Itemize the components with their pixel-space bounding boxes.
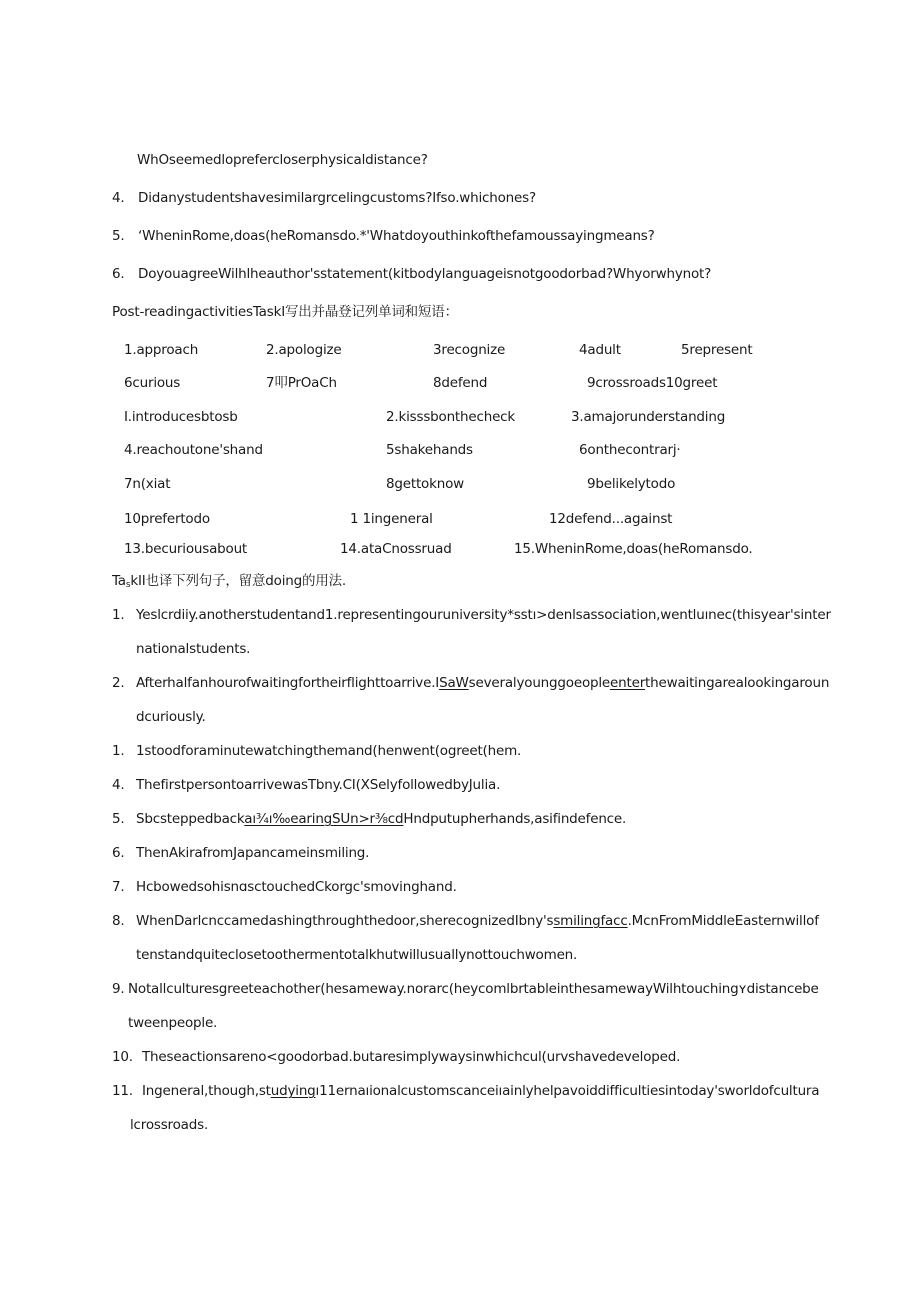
word-item: 1.approach xyxy=(124,342,199,358)
question-number: 5. xyxy=(112,228,125,244)
question-number: 6. xyxy=(112,266,125,282)
phrase-item: 7n(xiat xyxy=(124,476,171,492)
phrase-item: 5shakehands xyxy=(386,442,473,458)
word-item: 3recognize xyxy=(433,342,506,358)
sentence-number: 5. xyxy=(112,811,125,827)
sentence-4-text: ThefirstpersontoarrivewasTbny.CI(XSelyfollowedbyJulia. xyxy=(136,777,501,793)
sentence-11-line-1 xyxy=(142,1082,819,1100)
sentence-5-part-c: Hndputupherhands,asifindefence. xyxy=(403,811,627,827)
sentence-number: 11. xyxy=(112,1083,133,1099)
word-item: 8defend xyxy=(433,375,488,391)
word-item: 5represent xyxy=(681,342,753,358)
sentence-number: 2. xyxy=(112,675,125,691)
sentence-2-part-e: thewaitingarealookingaroun xyxy=(645,675,830,691)
word-item: 2.apologize xyxy=(266,342,342,358)
task-2-heading-a: Ta xyxy=(112,573,126,589)
sentence-8-part-c: .McnFromMiddleEasternwillof xyxy=(627,913,819,929)
word-item: 4adult xyxy=(579,342,621,358)
question-6-text: DoyouagreeWilhlheauthor'sstatement(kitbodylanguageisnotgoodorbad?Whyorwhynot? xyxy=(138,266,712,282)
sentence-11-line-2: lcrossroads. xyxy=(130,1117,209,1133)
phrase-item: 8gettoknow xyxy=(386,476,464,492)
sentence-5-underlined: aı¾ı‰earingSUn>r⅜cd xyxy=(244,811,404,827)
sentence-5-part-a: Sbcsteppedback xyxy=(136,811,245,827)
sentence-11-underlined: udying xyxy=(270,1083,316,1099)
sentence-number: 1. xyxy=(112,607,125,623)
phrase-item: 12defend...against xyxy=(549,511,673,527)
question-number: 4. xyxy=(112,190,125,206)
sentence-8-underlined: smilingfacc xyxy=(553,913,628,929)
sentence-2-part-a: Afterhalfanhourofwaitingfortheirflighttoarrive.I xyxy=(136,675,440,691)
sentence-11-part-c: ı​11ernaıionalcustomscanceiıainlyhelpavoiddifficultiesintoday'sworldofcultura xyxy=(315,1083,820,1099)
phrase-item: 2.kisssbonthecheck xyxy=(386,409,516,425)
sentence-8-part-a: WhenDarlcnccamedashingthroughthedoor,sherecognizedIbny's xyxy=(136,913,554,929)
sentence-number: 10. xyxy=(112,1049,133,1065)
sentence-10-text: Theseactionsareno<goodorbad.butaresimplywaysinwhichcul(urvshavedeveloped. xyxy=(142,1049,681,1065)
sentence-number: 9. xyxy=(112,981,125,997)
sentence-9-line-1: Notallculturesgreeteachother(hesameway.norarc(heycomlbrtableinthesamewayWilhtouchingʏdistancebe xyxy=(128,981,819,997)
sentence-number: 8. xyxy=(112,913,125,929)
sentence-number: 1. xyxy=(112,743,125,759)
phrase-item: 6onthecontrarj· xyxy=(579,442,681,458)
sentence-7-text: HcbowedsohisnɑsctouchedCkorgc'smovinghand. xyxy=(136,879,457,895)
phrase-item: 1 1ingeneral xyxy=(350,511,433,527)
phrase-item: 10prefertodo xyxy=(124,511,210,527)
sentence-11-part-a: Ingeneral,though,st xyxy=(142,1083,271,1099)
post-reading-heading: Post-readingactivitiesTaskI写出并晶登记列单词和短语： xyxy=(112,304,458,320)
phrase-item: 14.ataCnossruad xyxy=(340,541,452,557)
sentence-number: 4. xyxy=(112,777,125,793)
question-5-text: ʻWheninRome,doas(heRomansdo.*'Whatdoyouthinkofthefamoussayingmeans? xyxy=(138,228,655,244)
sentence-9-line-2: tweenpeople. xyxy=(128,1015,218,1031)
word-item: 7叩PrOaCh xyxy=(266,375,337,391)
task-2-heading-b: kII也译下列句子，留意doing的用法. xyxy=(130,573,346,589)
sentence-number: 6. xyxy=(112,845,125,861)
sentence-8-line-1 xyxy=(136,912,819,930)
phrase-item: 13.becuriousabout xyxy=(124,541,248,557)
task-2-heading xyxy=(112,572,346,594)
phrase-item: 3.amajorunderstanding xyxy=(571,409,726,425)
word-item: 6curious xyxy=(124,375,181,391)
sentence-3-text: 1stoodforaminutewatchingthemand(henwent(ogreet(hem. xyxy=(136,743,522,759)
phrase-item: 4.reachoutone'shand xyxy=(124,442,263,458)
sentence-5-text xyxy=(136,810,626,828)
sentence-2-underlined-saw: SaW xyxy=(439,675,469,691)
phrase-item: 15.WheninRome,doas(heRomansdo. xyxy=(514,541,753,557)
sentence-1-line-1: Yeslcrdiiy.anotherstudentand1.representingouruniversity*sstı>denlsassociation,wentluınec(thisyear'sinter xyxy=(136,607,831,623)
sentence-6-text: ThenAkirafromJapancameinsmiling. xyxy=(136,845,370,861)
sentence-1-line-2: nationalstudents. xyxy=(136,641,251,657)
sentence-2-part-c: severalyounggoeople xyxy=(468,675,611,691)
sentence-2-line-1 xyxy=(136,674,829,692)
sentence-2-underlined-enter: enter xyxy=(610,675,646,691)
sentence-8-line-2: tenstandquiteclosetoothermentotalkhutwillusuallynottouchwomen. xyxy=(136,947,578,963)
sentence-2-line-2: dcuriously. xyxy=(136,709,206,725)
phrase-item: 9belikelytodo xyxy=(587,476,676,492)
sentence-number: 7. xyxy=(112,879,125,895)
task-2-heading-sub: s xyxy=(125,580,131,590)
question-3-continuation: WhOseemedloprefercloserphysicaldistance? xyxy=(137,152,428,168)
word-item: 9crossroads10greet xyxy=(587,375,718,391)
question-4-text: Didanystudentshavesimilargrcelingcustoms?Ifso.whichones? xyxy=(138,190,536,206)
phrase-item: I.introducesbtosb xyxy=(124,409,238,425)
